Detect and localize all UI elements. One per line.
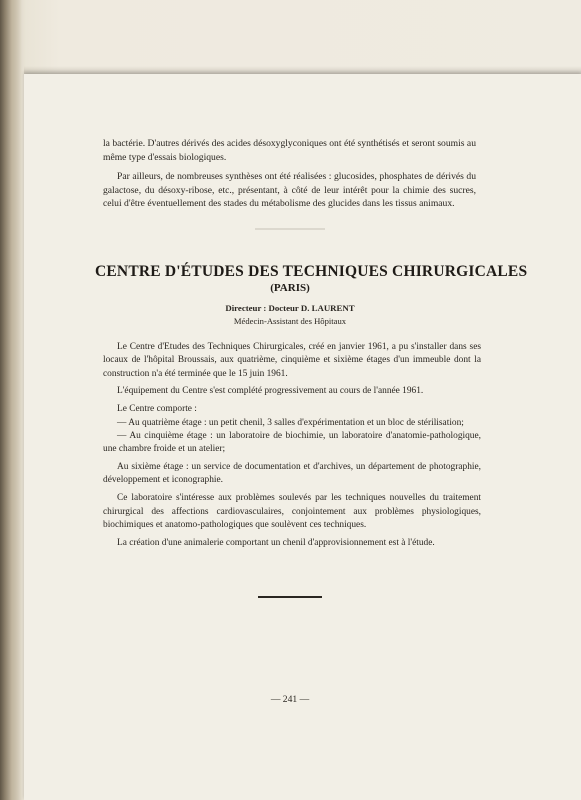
section-paragraph-1: Le Centre d'Etudes des Techniques Chirurgicales, créé en janvier 1961, a pu s'installer dans ses locaux de l'hôpital Broussais, aux quatrième, cinquième et sixième étages d'un immeuble dont la construction n'a été terminée que le 15 juin 1961. — [103, 342, 481, 379]
section-paragraph-7: Ce laboratoire s'intéresse aux problèmes soulevés par les techniques nouvelles du traitement chirurgical des affections cardiovasculaires, conjointement aux problèmes physiologiques, biochimiques et anatomo-pathologiques que soulèvent ces techniques. — [103, 493, 481, 530]
section-paragraph-4: — Au quatrième étage : un petit chenil, 3 salles d'expérimentation et un bloc de stérilisation; — [117, 417, 464, 428]
director-line: Directeur : Docteur D. LAURENT — [225, 303, 355, 313]
section-paragraph-3: Le Centre comporte : — [117, 404, 197, 415]
intro-text — [103, 137, 476, 211]
page-number: — 241 — — [270, 694, 310, 705]
section-paragraph-2: L'équipement du Centre s'est complété progressivement au cours de l'année 1961. — [117, 386, 424, 397]
section-end-rule — [258, 596, 322, 598]
director-role: Médecin-Assistant des Hôpitaux — [233, 316, 347, 326]
section-paragraph-8: La création d'une animalerie comportant un chenil d'approvisionnement est à l'étude. — [117, 537, 435, 548]
section-paragraph-5: — Au cinquième étage : un laboratoire de biochimie, un laboratoire d'anatomie-pathologique, une chambre froide et un atelier; — [103, 430, 481, 455]
binding-edge-shadow — [0, 0, 22, 800]
intro-paragraph-2: Par ailleurs, de nombreuses synthèses ont été réalisées : glucosides, phosphates de dérivés du galactose, du désoxy-ribose, etc., présentant, à côté de leur intérêt pour la chimie des sucres, celui d'être éventuellement des stades du métabolisme des glucides dans les tissus animaux. — [103, 171, 476, 210]
section-body — [103, 341, 481, 550]
section-title: CENTRE D'ÉTUDES DES TECHNIQUES CHIRURGICALES — [95, 263, 528, 280]
intro-paragraph-1: la bactérie. D'autres dérivés des acides désoxyglyconiques ont été synthétisés et seront soumis au même type d'essais biologiques. — [103, 138, 476, 163]
section-subtitle: (PARIS) — [270, 282, 310, 294]
section-paragraph-6: Au sixième étage : un service de documentation et d'archives, un département de photographie, développement et iconographie. — [103, 462, 481, 486]
